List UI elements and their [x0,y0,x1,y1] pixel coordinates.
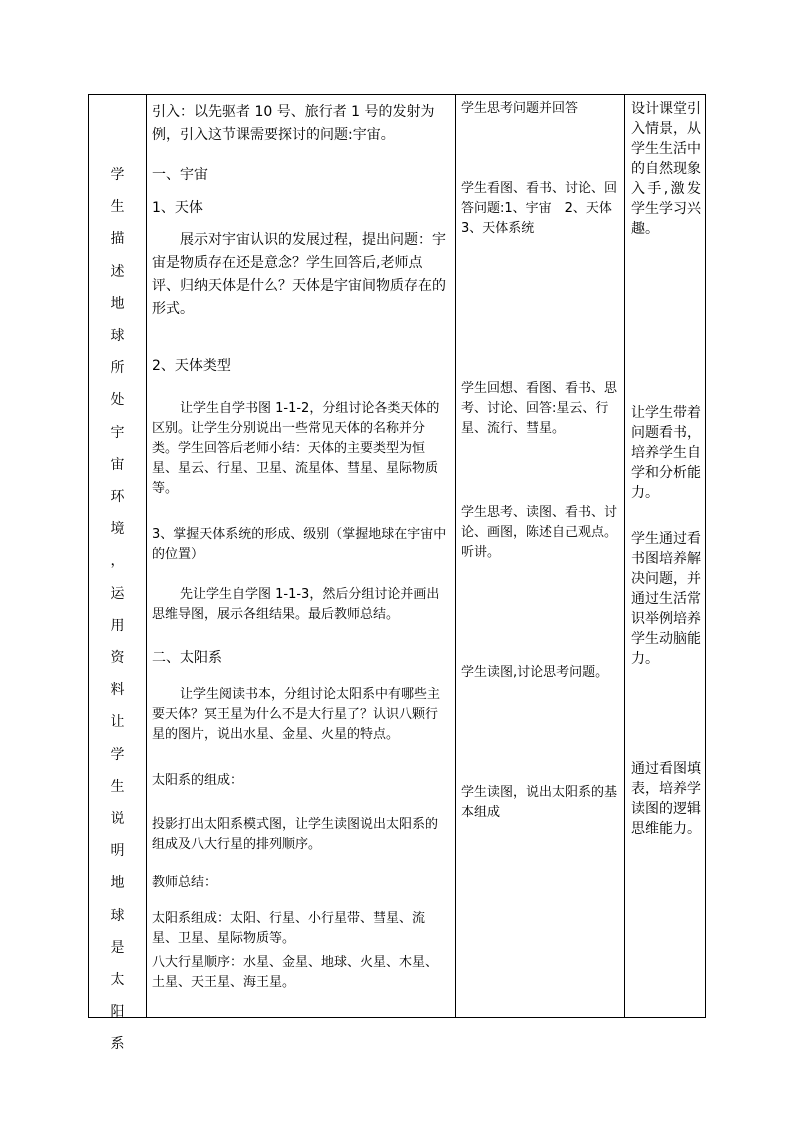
section-title-char: 述 [110,263,125,280]
section-title-char: 球 [110,907,125,924]
design-intent-3: 学生通过看书图培养解决问题，并通过生活常识举例培养学生动脑能力。 [631,531,701,667]
section-title-char: 是 [110,939,125,956]
heading-celestial-bodies: 1、天体 [152,200,203,216]
paragraph-projection: 投影打出太阳系模式图，让学生读图说出太阳系的组成及八大行星的排列顺序。 [152,817,439,852]
section-title-char: 太 [110,972,125,988]
section-title-char: 明 [110,843,125,860]
section-title-char: 宙 [110,456,125,473]
paragraph-celestial-types: 让学生自学书图 1-1-2，分组讨论各类天体的区别。让学生分别说出一些常见天体的名称并分类。学生回答后老师小结：天体的主要类型为恒星、星云、行星、卫星、流星体、彗星、星际物质等。 [152,401,440,496]
paragraph-celestial-system: 先让学生自学图 1-1-3，然后分组讨论并画出思维导图，展示各组结果。最后教师总结。 [152,587,440,622]
design-intent-column [624,95,707,1017]
heading-celestial-system: 3、掌握天体系统的形成、级别（掌握地球在宇宙中的位置） [152,527,447,562]
heading-celestial-types: 2、天体类型 [152,358,231,374]
section-title-char: 所 [110,360,125,377]
section-title-char: 学 [110,746,125,763]
activity-2: 学生看图、看书、讨论、回答问题:1、宇宙 2、天体 3、天体系统 [461,181,625,236]
section-title-column [89,95,146,1053]
section-title-char: 学 [110,167,125,183]
activity-4: 学生思考、读图、看书、讨论、画图，陈述自己观点。听讲。 [461,505,618,560]
section-title-char: 球 [110,328,125,344]
design-intent-2: 让学生带着问题看书，培养学生自学和分析能力。 [631,405,701,501]
section-title-char: 运 [110,585,125,602]
section-title-char: 系 [110,1036,125,1053]
paragraph-solar-system: 让学生阅读书本，分组讨论太阳系中有哪些主要天体？冥王星为什么不是大行星了？认识八颗行星的图片，说出水星、金星、火星的特点。 [152,687,441,742]
heading-universe: 一、宇宙 [152,167,208,183]
heading-teacher-summary: 教师总结： [152,875,218,890]
activity-6: 学生读图，说出太阳系的基本组成 [461,785,618,820]
teaching-content-column [146,95,455,1017]
paragraph-celestial-bodies: 展示对宇宙认识的发展过程，提出问题：宇宙是物质存在还是意念？学生回答后,老师点评、归纳天体是什么？天体是宇宙间物质存在的形式。 [152,232,446,317]
design-intent-1: 设计课堂引入情景，从学生生活中的自然现象入手,激发学生学习兴趣。 [631,101,701,237]
section-title-char: 资 [110,650,125,666]
heading-solar-composition: 太阳系的组成： [152,773,244,788]
section-title-char: 地 [110,295,125,312]
section-title-char: 境 [110,521,125,538]
intro-paragraph: 引入：以先驱者 10 号、旅行者 1 号的发射为例，引入这节课需要探讨的问题:宇宙。 [152,104,435,143]
section-title-char: 生 [110,778,125,795]
section-title-char: 描 [110,231,125,248]
activity-3: 学生回想、看图、看书、思考、讨论、回答:星云、行星、流行、彗星。 [461,381,618,436]
section-title-char: 用 [110,617,125,634]
activity-1: 学生思考问题并回答 [461,101,579,116]
section-title-char: 说 [110,811,125,827]
paragraph-summary-composition: 太阳系组成：太阳、行星、小行星带、彗星、流星、卫星、星际物质等。 [152,911,426,946]
heading-solar-system: 二、太阳系 [152,650,222,666]
student-activity-column [455,95,624,1017]
paragraph-summary-planet-order: 八大行星顺序：水星、金星、地球、火星、木星、土星、天王星、海王星。 [152,955,439,990]
section-title-char: 让 [110,714,125,731]
section-title-char: ， [110,553,125,570]
design-intent-4: 通过看图填表，培养学读图的逻辑思维能力。 [631,761,701,837]
activity-5: 学生读图,讨论思考问题。 [461,665,609,680]
section-title-char: 阳 [110,1004,125,1021]
lesson-plan-table [88,94,706,1053]
section-title-char: 地 [110,875,125,892]
section-title-char: 处 [110,392,125,409]
section-title-char: 环 [110,489,125,505]
section-title-char: 生 [110,199,125,216]
section-title-char: 料 [110,682,125,699]
section-title-char: 宇 [110,424,125,441]
